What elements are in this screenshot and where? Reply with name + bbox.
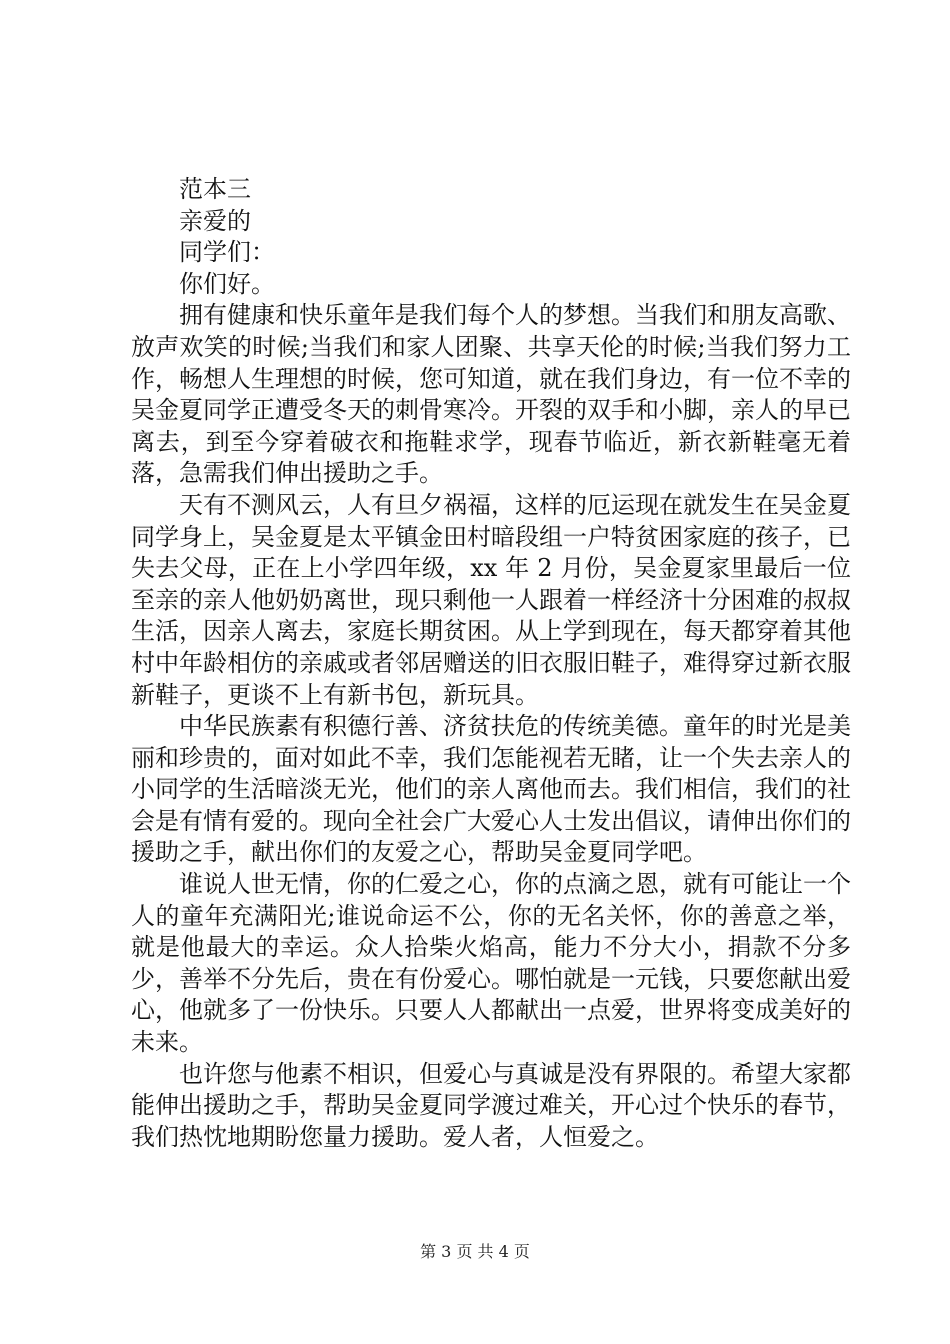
salutation-line-1: 亲爱的 — [179, 206, 251, 235]
paragraph-4: 谁说人世无情，你的仁爱之心，你的点滴之恩，就有可能让一个人的童年充满阳光;谁说命运不公，你的无名关怀，你的善意之举，就是他最大的幸运。众人拾柴火焰高，能力不分大小，捐款不分多少，善举不分先后，贵在有份爱心。哪怕就是一元钱，只要您献出爱心，他就多了一份快乐。只要人人都献出一点爱，世界将变成美好的未来。 — [131, 870, 851, 1057]
document-body — [131, 174, 851, 1153]
section-title: 范本三 — [179, 175, 251, 203]
paragraph-1: 拥有健康和快乐童年是我们每个人的梦想。当我们和朋友高歌、放声欢笑的时候;当我们和家人团聚、共享天伦的时候;当我们努力工作，畅想人生理想的时候，您可知道，就在我们身边，有一位不幸的吴金夏同学正遭受冬天的刺骨寒冷。开裂的双手和小脚，亲人的早已离去，到至今穿着破衣和拖鞋求学，现春节临近，新衣新鞋毫无着落，急需我们伸出援助之手。 — [131, 301, 851, 488]
paragraph-5: 也许您与他素不相识，但爱心与真诚是没有界限的。希望大家都能伸出援助之手，帮助吴金夏同学渡过难关，开心过个快乐的春节，我们热忱地期盼您量力援助。爱人者，人恒爱之。 — [131, 1059, 851, 1151]
greeting-line: 你们好。 — [179, 269, 275, 298]
salutation-line-2: 同学们： — [179, 238, 275, 267]
paragraph-3: 中华民族素有积德行善、济贫扶危的传统美德。童年的时光是美丽和珍贵的，面对如此不幸，我们怎能视若无睹，让一个失去亲人的小同学的生活暗淡无光，他们的亲人离他而去。我们相信，我们的社会是有情有爱的。现向全社会广大爱心人士发出倡议，请伸出你们的援助之手，献出你们的友爱之心，帮助吴金夏同学吧。 — [131, 712, 851, 867]
page-footer: 第 3 页 共 4 页 — [420, 1242, 530, 1261]
paragraph-2: 天有不测风云，人有旦夕祸福，这样的厄运现在就发生在吴金夏同学身上，吴金夏是太平镇金田村暗段组一户特贫困家庭的孩子，已失去父母，正在上小学四年级，xx 年 2 月份，吴金夏家里最后一位至亲的亲人他奶奶离世，现只剩他一人跟着一样经济十分困难的叔叔生活，因亲人离去，家庭长期贫困。从上学到现在，每天都穿着其他村中年龄相仿的亲戚或者邻居赠送的旧衣服旧鞋子，难得穿过新衣服新鞋子，更谈不上有新书包，新玩具。 — [131, 490, 851, 709]
